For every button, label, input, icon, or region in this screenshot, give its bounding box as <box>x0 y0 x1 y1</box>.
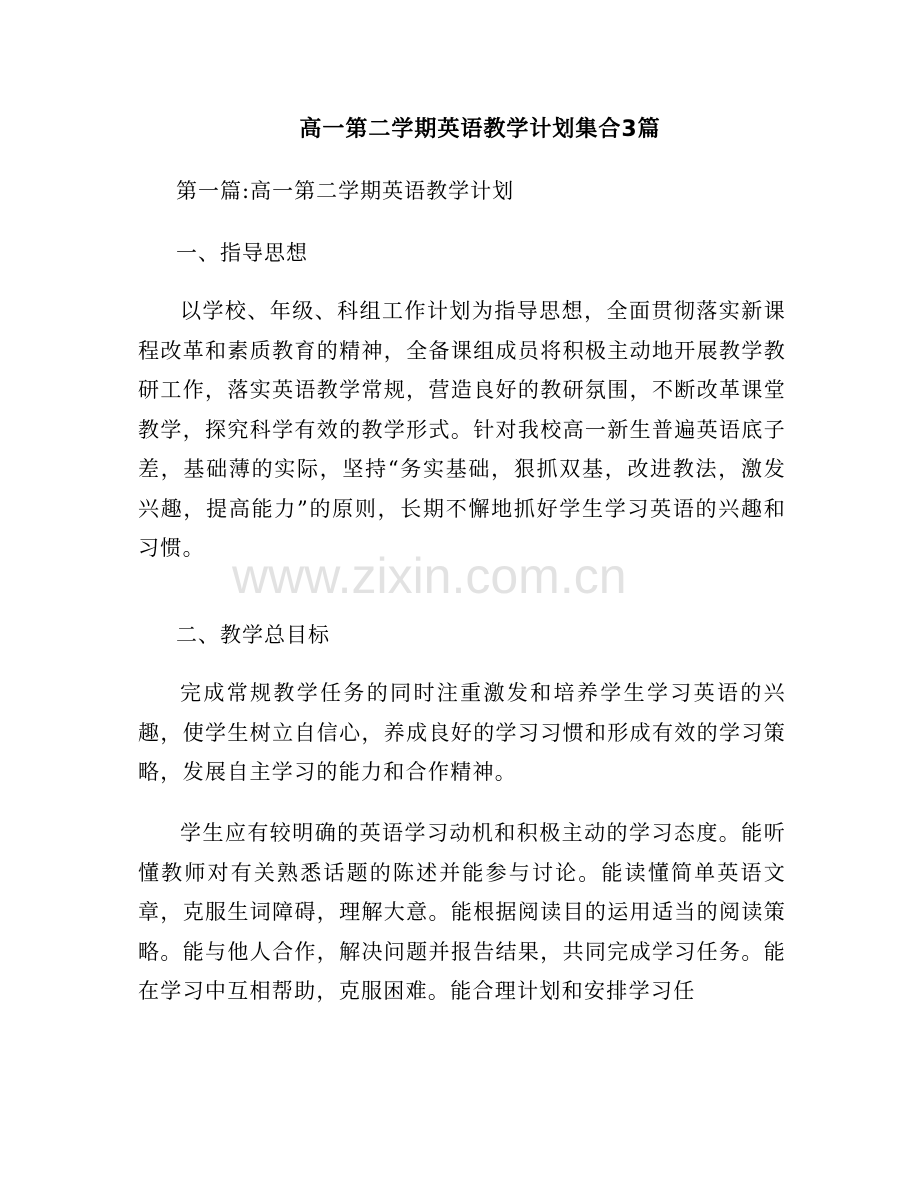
watermark: www.zixin.com.cn <box>232 548 627 604</box>
section-heading-teaching-goals: 二、教学总目标 <box>176 623 330 647</box>
paragraph-goals-1: 完成常规教学任务的同时注重激发和培养学生学习英语的兴趣，使学生树立自信心，养成良好的学习习惯和形成有效的学习策略，发展自主学习的能力和合作精神。 <box>138 681 786 784</box>
subtitle: 第一篇:高一第二学期英语教学计划 <box>176 179 515 203</box>
paragraph-goals-2: 学生应有较明确的英语学习动机和积极主动的学习态度。能听懂教师对有关熟悉话题的陈述并能参与讨论。能读懂简单英语文章，克服生词障碍，理解大意。能根据阅读目的运用适当的阅读策略。能与他人合作，解决问题并报告结果，共同完成学习任务。能在学习中互相帮助，克服困难。能合理计划和安排学习任 <box>138 821 786 1003</box>
document-title: 高一第二学期英语教学计划集合3篇 <box>299 117 661 142</box>
paragraph-guiding-ideology: 以学校、年级、科组工作计划为指导思想，全面贯彻落实新课程改革和素质教育的精神，全备课组成员将积极主动地开展教学教研工作，落实英语教学常规，营造良好的教研氛围，不断改革课堂教学，探究科学有效的教学形式。针对我校高一新生普遍英语底子差，基础薄的实际，坚持“务实基础，狠抓双基，改进教法，激发兴趣，提高能力”的原则，长期不懈地抓好学生学习英语的兴趣和习惯。 <box>138 299 786 560</box>
section-heading-guiding-ideology: 一、指导思想 <box>176 241 308 265</box>
